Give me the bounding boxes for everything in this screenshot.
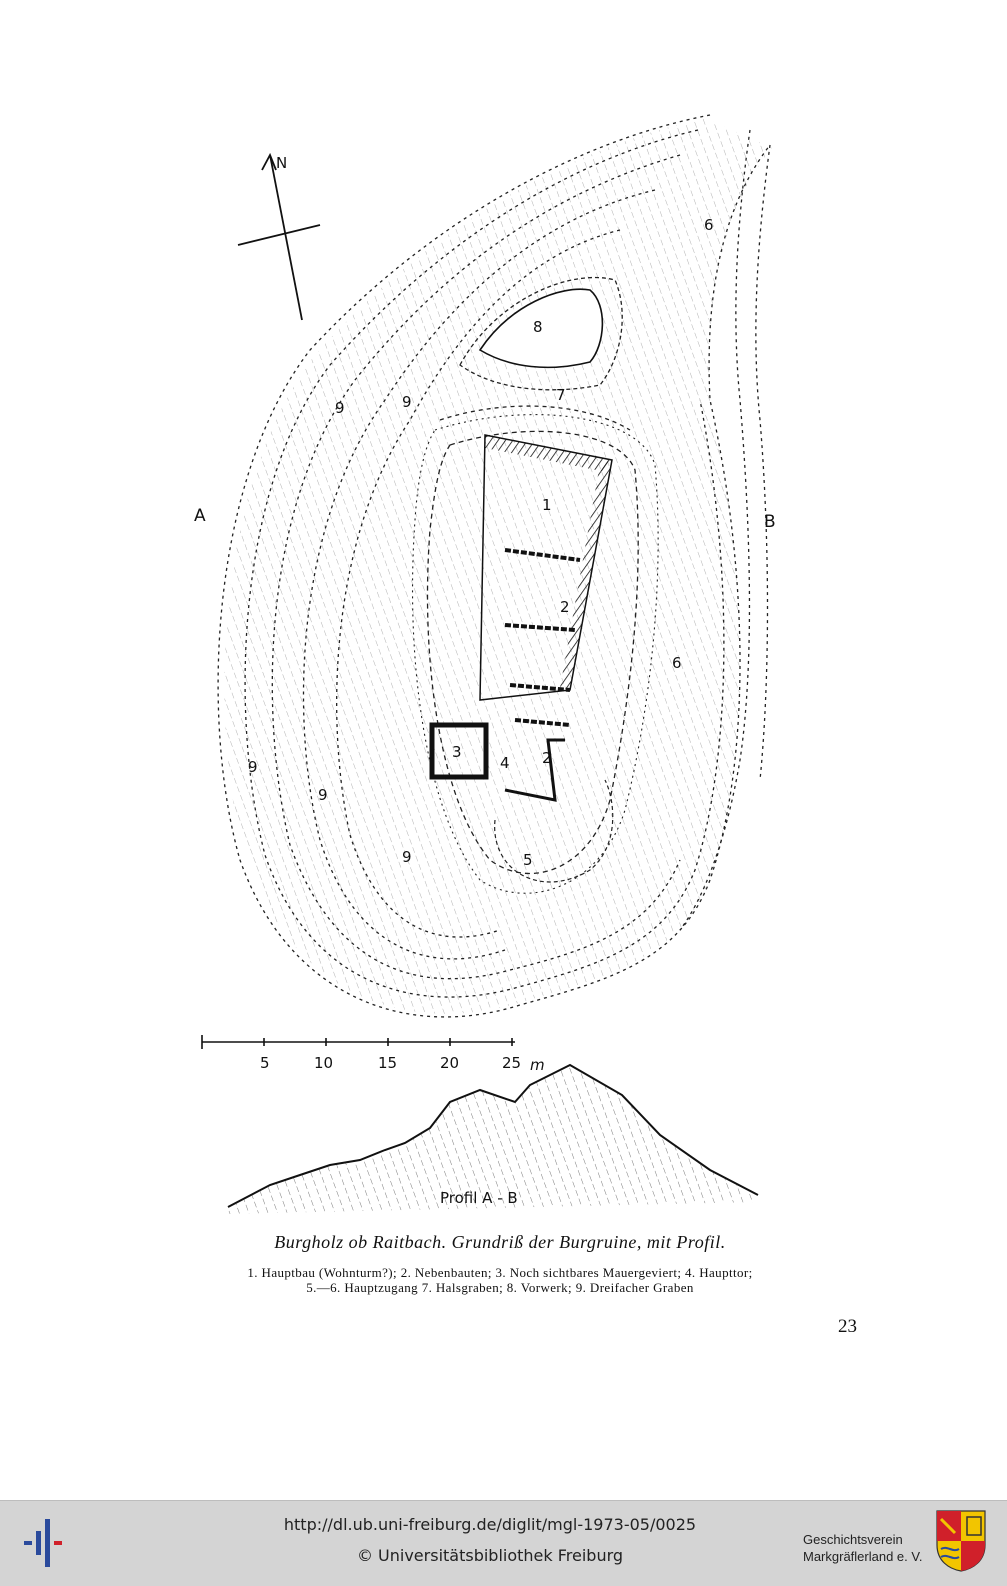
marker-9a: 9 bbox=[335, 399, 345, 417]
marker-9e: 9 bbox=[402, 848, 412, 866]
marker-7: 7 bbox=[556, 386, 566, 404]
copyright-notice: © Universitätsbibliothek Freiburg bbox=[356, 1546, 624, 1565]
marker-4: 4 bbox=[500, 754, 510, 772]
viewer-footer bbox=[0, 1500, 1007, 1586]
scale-tick-15: 15 bbox=[378, 1054, 398, 1072]
marker-5: 5 bbox=[523, 851, 533, 869]
scale-bar bbox=[202, 1035, 515, 1049]
castle-ground-plan bbox=[150, 100, 870, 1220]
scale-tick-25: 25 bbox=[502, 1054, 522, 1072]
figure-caption: Burgholz ob Raitbach. Grundriß der Burgruine, mit Profil. bbox=[274, 1232, 726, 1252]
marker-3: 3 bbox=[452, 743, 462, 761]
marker-8: 8 bbox=[533, 318, 543, 336]
marker-2b: 2 bbox=[542, 749, 552, 767]
marker-9b: 9 bbox=[402, 393, 412, 411]
side-label-b: B bbox=[764, 512, 776, 532]
marker-2a: 2 bbox=[560, 598, 570, 616]
scale-tick-5: 5 bbox=[260, 1054, 270, 1072]
side-label-a: A bbox=[194, 506, 206, 526]
marker-9c: 9 bbox=[248, 758, 258, 776]
scale-unit: m bbox=[530, 1056, 545, 1074]
legend-line-2: 5.—6. Hauptzugang 7. Halsgraben; 8. Vorwerk; 9. Dreifacher Graben bbox=[306, 1280, 694, 1295]
society-name-line-2: Markgräflerland e. V. bbox=[803, 1549, 923, 1564]
permalink-url[interactable]: http://dl.ub.uni-freiburg.de/diglit/mgl-1973-05/0025 bbox=[283, 1515, 697, 1534]
profile-label: Profil A - B bbox=[440, 1189, 518, 1207]
legend-line-1: 1. Hauptbau (Wohnturm?); 2. Nebenbauten; 3. Noch sichtbares Mauergeviert; 4. Haupttor; bbox=[247, 1265, 753, 1280]
society-name bbox=[803, 1531, 928, 1565]
marker-6a: 6 bbox=[704, 216, 714, 234]
marker-1: 1 bbox=[542, 496, 552, 514]
scale-tick-10: 10 bbox=[314, 1054, 334, 1072]
marker-6b: 6 bbox=[672, 654, 682, 672]
figure-legend bbox=[150, 1265, 850, 1295]
coat-of-arms-icon bbox=[935, 1509, 987, 1573]
marker-9d: 9 bbox=[318, 786, 328, 804]
university-library-logo-icon[interactable] bbox=[20, 1515, 68, 1571]
society-name-line-1: Geschichtsverein bbox=[803, 1532, 903, 1547]
north-arrow-icon bbox=[238, 155, 320, 320]
north-label: N bbox=[276, 154, 288, 172]
scale-tick-20: 20 bbox=[440, 1054, 460, 1072]
page-number: 23 bbox=[838, 1316, 857, 1337]
